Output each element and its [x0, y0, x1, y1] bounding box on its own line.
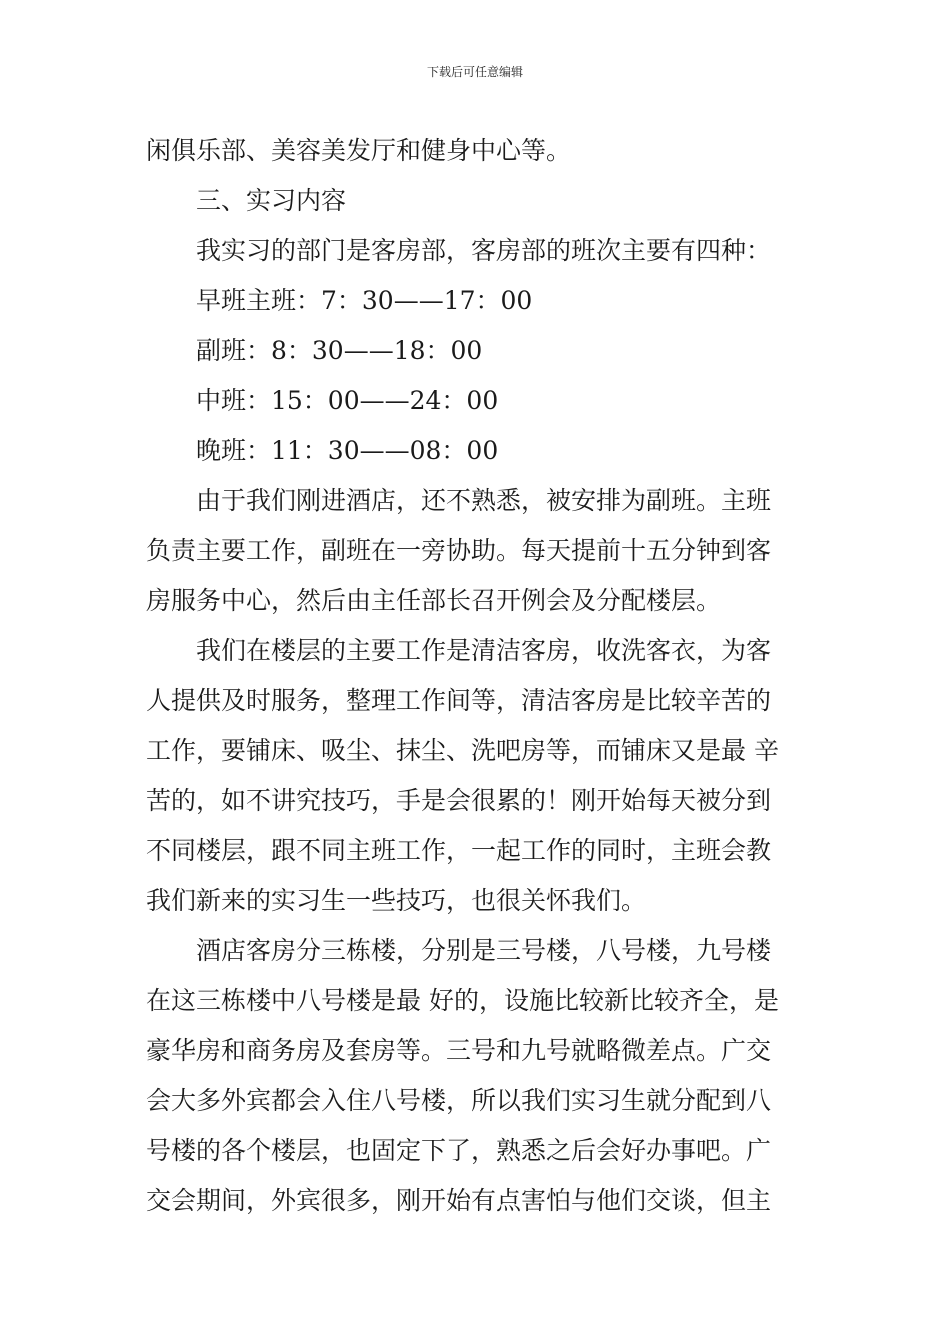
paragraph-start: 我们在楼层的主要工作是清洁客房，收洗客衣，为客 — [196, 636, 772, 665]
body-line: 我实习的部门是客房部，客房部的班次主要有四种： — [196, 236, 772, 265]
body-line: 负责主要工作，副班在一旁协助。每天提前十五分钟到客 — [146, 536, 772, 565]
page-header: 下载后可任意编辑 — [426, 65, 523, 79]
body-line: 号楼的各个楼层，也固定下了，熟悉之后会好办事吧。广 — [146, 1136, 772, 1165]
body-line: 豪华房和商务房及套房等。三号和九号就略微差点。广交 — [146, 1036, 772, 1065]
body-line: 我们新来的实习生一些技巧，也很关怀我们。 — [146, 886, 647, 915]
body-line: 工作，要铺床、吸尘、抹尘、洗吧房等，而铺床又是最 辛 — [146, 736, 779, 765]
body-line: 在这三栋楼中八号楼是最 好的，设施比较新比较齐全，是 — [146, 986, 779, 1015]
body-line: 苦的，如不讲究技巧，手是会很累的！刚开始每天被分到 — [146, 786, 772, 815]
body-line: 人提供及时服务，整理工作间等，清洁客房是比较辛苦的 — [146, 686, 772, 715]
body-line: 房服务中心，然后由主任部长召开例会及分配楼层。 — [146, 586, 722, 615]
shift-line-night: 晚班：11：30——08：00 — [196, 436, 499, 465]
shift-line-early: 早班主班：7：30——17：00 — [196, 286, 533, 315]
shift-line-assistant: 副班：8：30——18：00 — [196, 336, 483, 365]
paragraph-start: 由于我们刚进酒店，还不熟悉，被安排为副班。主班 — [196, 486, 772, 515]
body-line: 交会期间，外宾很多，刚开始有点害怕与他们交谈，但主 — [146, 1186, 772, 1215]
body-line: 闲俱乐部、美容美发厅和健身中心等。 — [146, 136, 572, 165]
shift-line-middle: 中班：15：00——24：00 — [196, 386, 499, 415]
body-line: 会大多外宾都会入住八号楼，所以我们实习生就分配到八 — [146, 1086, 772, 1115]
paragraph-start: 酒店客房分三栋楼，分别是三号楼，八号楼，九号楼 — [196, 936, 772, 965]
body-line: 不同楼层，跟不同主班工作，一起工作的同时，主班会教 — [146, 836, 772, 865]
section-heading: 三、实习内容 — [196, 186, 347, 215]
